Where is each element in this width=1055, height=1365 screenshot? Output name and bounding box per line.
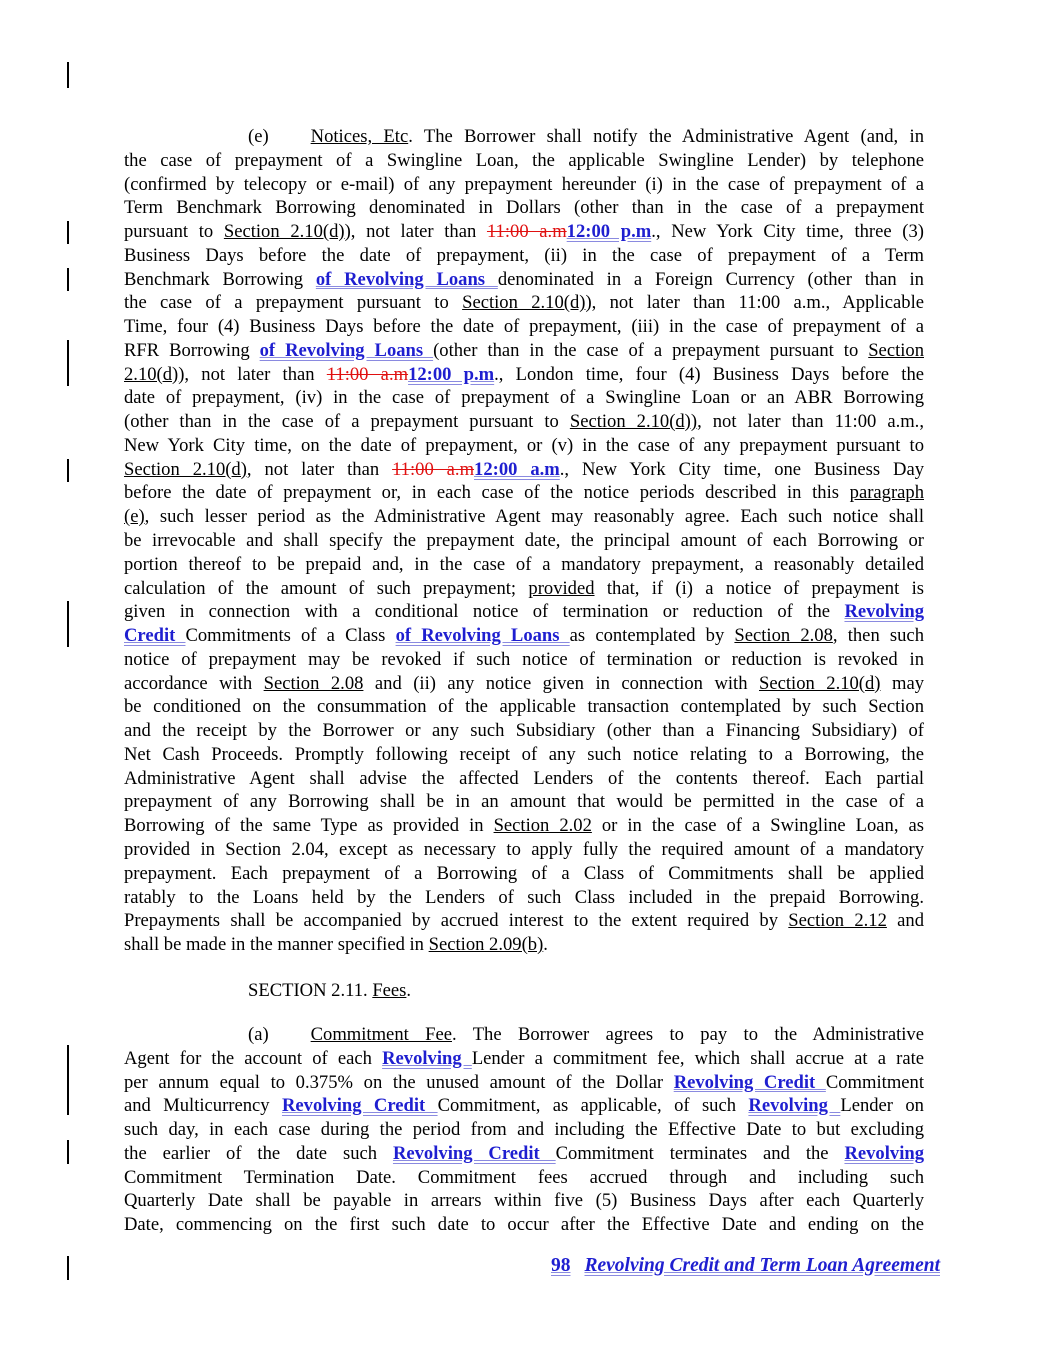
change-bar (67, 62, 69, 88)
underlined-reference: (e) (124, 506, 145, 528)
text-run: (e) (248, 126, 269, 147)
underlined-reference: Notices, Etc (310, 126, 409, 147)
inserted-text: Revolving (748, 1095, 841, 1117)
text-run: ., London time, four (4) Business Days before the (494, 363, 924, 385)
text-line (124, 268, 924, 292)
text-line (124, 244, 924, 268)
inserted-text: Credit (124, 625, 186, 647)
text-line (124, 648, 924, 672)
text-line (124, 363, 924, 387)
text-line (124, 505, 924, 529)
text-run: (other than in the case of a prepayment pursuant to (124, 411, 570, 433)
text-line (124, 196, 924, 220)
text-line (124, 434, 924, 458)
deleted-text: 11:00 a.m (392, 458, 475, 480)
inserted-text: Revolving Credit (392, 1142, 556, 1164)
text-line (124, 553, 924, 577)
underlined-reference: Section 2.10(d)) (569, 411, 698, 433)
text-line (124, 909, 924, 933)
text-run: ratably to the Loans held by the Lenders of such Class included in the prepaid Borrowing. (124, 886, 924, 908)
text-line (124, 410, 924, 434)
text-run: calculation of the amount of such prepayment; (124, 577, 529, 599)
text-run: Lender a commitment fee, which shall accrue at a rate (471, 1047, 924, 1069)
inserted-text: 12:00 p.m (566, 221, 652, 243)
text-line (124, 1047, 924, 1071)
change-bar (67, 221, 69, 244)
text-line (124, 1118, 924, 1142)
text-run: as contemplated by (569, 625, 735, 647)
underlined-reference: Section 2.08 (263, 672, 364, 694)
text-run: may (880, 672, 924, 694)
section-number: SECTION 2.11. (248, 980, 373, 1001)
text-run: RFR Borrowing (124, 339, 260, 361)
text-run: and the receipt by the Borrower or any such Subsidiary (other than a Financing Subsidiary) of (124, 720, 924, 742)
paragraph-notices (124, 125, 924, 957)
text-line (124, 386, 924, 410)
underlined-reference: paragraph (849, 482, 924, 504)
inserted-text: 12:00 p.m (408, 363, 495, 385)
text-line (124, 1094, 924, 1118)
text-run: or in the case of a Swingline Loan, as (591, 815, 924, 837)
text-run: given in connection with a conditional notice of termination or reduction of the (124, 601, 845, 623)
text-run: and (886, 910, 925, 932)
underlined-reference: Section 2.12 (788, 910, 887, 932)
text-run: per annum equal to 0.375% on the unused amount of the Dollar (124, 1071, 674, 1093)
text-run: that, if (i) a notice of prepayment is (594, 577, 924, 599)
text-line (124, 529, 924, 553)
text-run: Date, commencing on the first such date to occur after the Effective Date and ending on the (124, 1214, 924, 1236)
document-title: Revolving Credit and Term Loan Agreement (584, 1255, 940, 1276)
text-line (124, 173, 924, 197)
text-run: Term Benchmark Borrowing denominated in Dollars (other than in the case of a prepayment (124, 197, 924, 219)
deleted-text: 11:00 a.m (486, 221, 567, 243)
text-line (124, 933, 924, 957)
text-run: Net Cash Proceeds. Promptly following receipt of any such notice relating to a Borrowing, the (124, 743, 924, 765)
inserted-text: Revolving (844, 1142, 924, 1164)
text-run: shall be made in the manner specified in (124, 934, 429, 956)
text-run: ), not later than (178, 363, 327, 385)
section-heading-period: . (406, 980, 412, 1001)
section-heading (248, 979, 411, 1003)
inserted-text: Revolving Credit (281, 1095, 438, 1117)
inserted-text: of Revolving Loans (315, 268, 498, 290)
text-run: . The Borrower agrees to pay to the Administrative (452, 1024, 924, 1045)
text-line (124, 743, 924, 767)
text-line (124, 315, 924, 339)
underlined-reference: Section 2.08 (734, 625, 833, 647)
inserted-text: Revolving (382, 1047, 472, 1069)
text-run: Prepayments shall be accompanied by accrued interest to the extent required by (124, 910, 789, 932)
text-run: before the date of prepayment or, in each case of the notice periods described in this (124, 482, 850, 504)
text-run: Commitment, as applicable, of such (437, 1095, 749, 1117)
text-run: accordance with (124, 672, 264, 694)
section-title: Fees (372, 980, 407, 1001)
text-line (124, 339, 924, 363)
text-run: Borrowing of the same Type as provided in (124, 815, 494, 837)
change-bar (67, 1045, 69, 1115)
text-run: the case of prepayment of a Swingline Loan, the applicable Swingline Lender) by telephone (124, 149, 924, 171)
text-line (124, 600, 924, 624)
text-line (124, 149, 924, 173)
change-bar (67, 340, 69, 386)
text-run: portion thereof to be prepaid and, in the case of a mandatory prepayment, a reasonably detailed (124, 553, 924, 575)
text-line (124, 838, 924, 862)
text-run: . (543, 934, 548, 956)
text-run: be conditioned on the consummation of the applicable transaction contemplated by such Section (124, 696, 924, 718)
text-run: and Multicurrency (124, 1095, 282, 1117)
underlined-reference: Section (868, 339, 924, 361)
text-run: such day, in each case during the period from and including the Effective Date to but excluding (124, 1119, 924, 1141)
change-bar (67, 459, 69, 482)
text-line (124, 481, 924, 505)
text-run: (a) (248, 1024, 269, 1045)
text-run: , then such (832, 625, 924, 647)
text-line (124, 767, 924, 791)
text-run: denominated in a Foreign Currency (other than in (497, 268, 924, 290)
text-run: New York City time, on the date of prepayment, or (v) in the case of any prepayment pursuant to (124, 434, 924, 456)
text-run: Administrative Agent shall advise the affected Lenders of the contents thereof. Each partial (124, 767, 924, 789)
text-line (124, 695, 924, 719)
text-line (124, 672, 924, 696)
inserted-text: of Revolving Loans (395, 625, 570, 647)
text-run: Agent for the account of each (124, 1047, 383, 1069)
text-run: , such lesser period as the Administrative Agent may reasonably agree. Each such notice shall (144, 506, 924, 528)
text-line (124, 1142, 924, 1166)
text-run: notice of prepayment may be revoked if such notice of termination or reduction is revoked in (124, 648, 924, 670)
text-line (124, 1166, 924, 1190)
text-line (124, 790, 924, 814)
page-number: 98 (550, 1255, 571, 1276)
text-run: date of prepayment, (iv) in the case of prepayment of a Swingline Loan or an ABR Borrowing (124, 387, 924, 409)
text-run: , not later than (246, 458, 393, 480)
text-run: Time, four (4) Business Days before the date of prepayment, (iii) in the case of prepayment of a (124, 316, 924, 338)
text-line (124, 220, 924, 244)
text-line (124, 577, 924, 601)
text-run: . The Borrower shall notify the Administrative Agent (and, in (408, 126, 924, 147)
text-run: (other than in the case of a prepayment pursuant to (433, 339, 869, 361)
page-footer (551, 1255, 940, 1277)
text-line (124, 1071, 924, 1095)
text-run: ), not later than (344, 221, 487, 243)
change-bar (67, 268, 69, 291)
inserted-text: of Revolving Loans (259, 339, 434, 361)
text-run: ., New York City time, one Business Day (559, 458, 924, 480)
underlined-reference: Commitment Fee (310, 1024, 452, 1045)
inserted-text: Revolving Credit (673, 1071, 826, 1093)
text-line (124, 1213, 924, 1237)
inserted-text: Revolving (844, 601, 924, 623)
text-run: Lender on (840, 1095, 924, 1117)
deleted-text: 11:00 a.m (326, 363, 409, 385)
text-run: ), not later than 11:00 a.m., Applicable (585, 292, 925, 314)
text-line (124, 1023, 924, 1047)
text-line (124, 291, 924, 315)
text-run: Benchmark Borrowing (124, 268, 316, 290)
text-run: provided in Section 2.04, except as necessary to apply fully the required amount of a mandatory (124, 838, 924, 860)
paragraph-commitment-fee (124, 1023, 924, 1237)
text-line (124, 125, 924, 149)
change-bar (67, 601, 69, 647)
text-line (124, 814, 924, 838)
underlined-reference: Section 2.10(d) (223, 221, 345, 243)
text-run: Commitments of a Class (185, 625, 396, 647)
text-run: , not later than 11:00 a.m., (697, 411, 924, 433)
text-line (124, 886, 924, 910)
text-run: prepayment of any Borrowing shall be in an amount that would be permitted in the case of a (124, 791, 924, 813)
text-run: Quarterly Date shall be payable in arrears within five (5) Business Days after each Quarterly (124, 1190, 924, 1212)
inserted-text: 12:00 a.m (474, 458, 560, 480)
text-line (124, 862, 924, 886)
text-run: (confirmed by telecopy or e-mail) of any prepayment hereunder (i) in the case of prepayment of a (124, 173, 924, 195)
text-run: Commitment Termination Date. Commitment fees accrued through and including such (124, 1166, 924, 1188)
underlined-reference: 2.10(d) (124, 363, 179, 385)
text-run: prepayment. Each prepayment of a Borrowing of a Class of Commitments shall be applied (124, 862, 924, 884)
text-line (124, 1189, 924, 1213)
text-run: Commitment terminates and the (555, 1142, 845, 1164)
text-run: the case of a prepayment pursuant to (124, 292, 463, 314)
text-run: be irrevocable and shall specify the prepayment date, the principal amount of each Borrowing or (124, 530, 924, 552)
underlined-reference: Section 2.02 (493, 815, 592, 837)
text-line (124, 624, 924, 648)
change-bar (67, 1140, 69, 1164)
underlined-reference: Section 2.09(b) (428, 934, 544, 956)
underlined-reference: Section 2.10(d) (759, 672, 881, 694)
text-run: ., New York City time, three (3) (651, 221, 924, 243)
underlined-reference: Section 2.10(d) (462, 292, 586, 314)
text-run: pursuant to (124, 221, 224, 243)
text-line (124, 719, 924, 743)
text-run: and (ii) any notice given in connection with (363, 672, 760, 694)
underlined-reference: provided (528, 577, 595, 599)
text-line (124, 458, 924, 482)
text-run: the earlier of the date such (124, 1142, 393, 1164)
underlined-reference: Section 2.10(d) (124, 458, 247, 480)
text-run: Business Days before the date of prepayment, (ii) in the case of prepayment of a Term (124, 244, 924, 266)
change-bar (67, 1256, 69, 1280)
text-run: Commitment (825, 1071, 924, 1093)
